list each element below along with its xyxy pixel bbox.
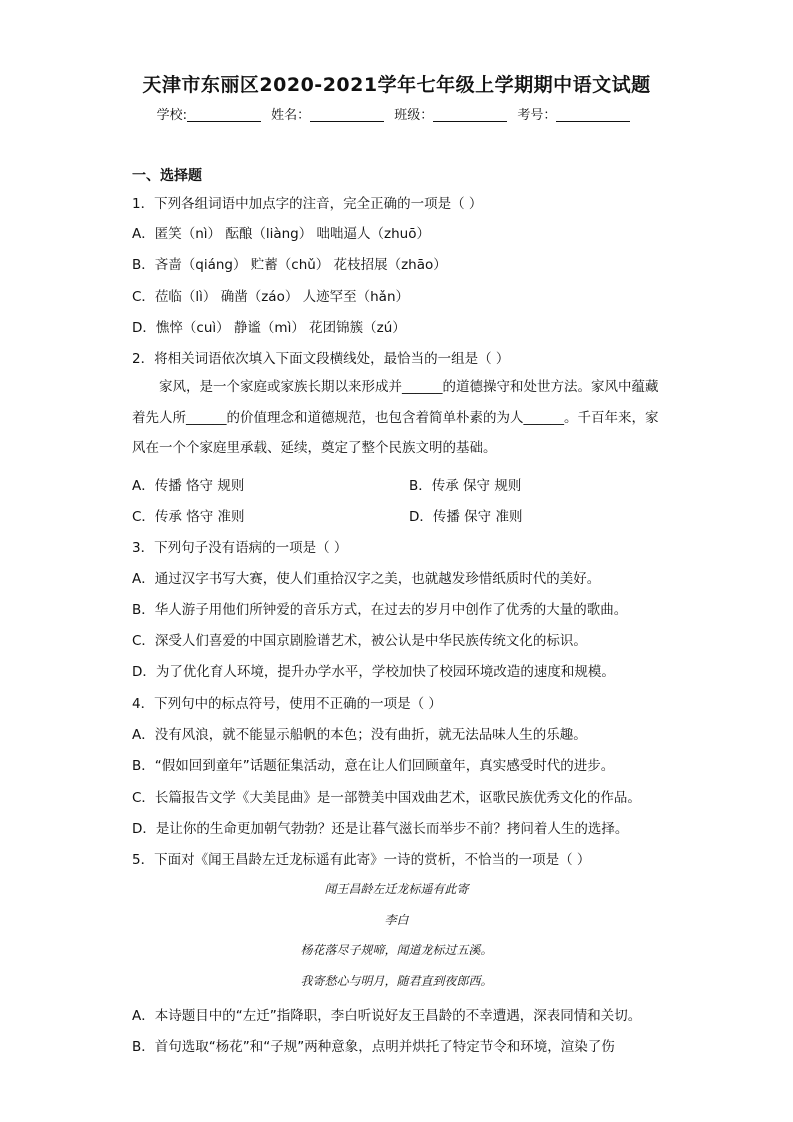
question-4-option-c: C．长篇报告文学《大美昆曲》是一部赞美中国戏曲艺术，讴歌民族优秀文化的作品。: [132, 790, 641, 806]
poem-line-1: 杨花落尽子规啼，闻道龙标过五溪。: [300, 943, 493, 957]
question-5-stem: 5．下面对《闻王昌龄左迁龙标遥有此寄》一诗的赏析，不恰当的一项是（ ）: [132, 852, 591, 868]
section-heading: 一、选择题: [132, 168, 202, 184]
question-4-option-a: A．没有风浪，就不能显示船帆的本色；没有曲折，就无法品味人生的乐趣。: [132, 727, 587, 743]
class-label: 班级：: [394, 108, 434, 123]
question-3-option-b: B．华人游子用他们所钟爱的音乐方式，在过去的岁月中创作了优秀的大量的歌曲。: [132, 602, 628, 618]
question-3-option-d: D．为了优化育人环境，提升办学水平，学校加快了校园环境改造的速度和规模。: [132, 664, 615, 680]
student-info-row: [0, 104, 793, 123]
question-1-option-b: B．吝啬（qiáng） 贮蓄（chǔ） 花枝招展（zhāo）: [132, 257, 447, 273]
question-2-option-c: C．传承 恪守 准则: [132, 509, 245, 525]
question-4-option-b: B．“假如回到童年”话题征集活动，意在让人们回顾童年，真实感受时代的进步。: [132, 758, 615, 774]
name-blank[interactable]: [310, 107, 384, 122]
poem-line-2: 我寄愁心与明月，随君直到夜郎西。: [300, 974, 493, 988]
question-1-option-a: A．匿笑（nì） 酝酿（liàng） 咄咄逼人（zhuō）: [132, 226, 430, 242]
poem-author: 李白: [384, 913, 409, 927]
question-5-option-a: A．本诗题目中的“左迁”指降职，李白听说好友王昌龄的不幸遭遇，深表同情和关切。: [132, 1008, 642, 1024]
question-2-option-a: A．传播 恪守 规则: [132, 478, 245, 494]
question-2-passage: [132, 372, 662, 464]
exam-title: 天津市东丽区2020-2021学年七年级上学期期中语文试题: [142, 74, 651, 96]
question-4-option-d: D．是让你的生命更加朝气勃勃？还是让暮气滋长而举步不前？拷问着人生的选择。: [132, 821, 629, 837]
school-label: 学校:: [156, 108, 187, 123]
question-5-option-b: B．首句选取“杨花”和“子规”两种意象，点明并烘托了特定节令和环境，渲染了伤: [132, 1039, 615, 1055]
question-3-option-c: C．深受人们喜爱的中国京剧脸谱艺术，被公认是中华民族传统文化的标识。: [132, 633, 587, 649]
poem-title: 闻王昌龄左迁龙标遥有此寄: [324, 882, 469, 896]
question-2-stem: 2．将相关词语依次填入下面文段横线处，最恰当的一组是（ ）: [132, 351, 510, 367]
passage-text: 家风，是一个家庭或家族长期以来形成并______的道德操守和处世方法。家风中蕴藏着先人所______的价值理念和道德规范，也包含着简单朴素的为人______。千百年来，家风在一个个家庭里承载、延续，奠定了整个民族文明的基础。: [132, 379, 659, 456]
question-2-option-b: B．传承 保守 规则: [409, 478, 522, 494]
name-label: 姓名：: [271, 108, 311, 123]
question-1-option-d: D．憔悴（cuì） 静谧（mì） 花团锦簇（zú）: [132, 320, 406, 336]
class-blank[interactable]: [433, 107, 507, 122]
question-3-stem: 3．下列句子没有语病的一项是（ ）: [132, 540, 348, 556]
number-blank[interactable]: [556, 107, 630, 122]
question-4-stem: 4．下列句中的标点符号，使用不正确的一项是（ ）: [132, 696, 442, 712]
question-2-option-d: D．传播 保守 准则: [409, 509, 523, 525]
question-3-option-a: A．通过汉字书写大赛，使人们重拾汉字之美，也就越发珍惜纸质时代的美好。: [132, 571, 601, 587]
number-label: 考号：: [517, 108, 557, 123]
question-1-stem: 1．下列各组词语中加点字的注音，完全正确的一项是（ ）: [132, 196, 483, 212]
question-1-option-c: C．莅临（lì） 确凿（záo） 人迹罕至（hǎn）: [132, 289, 410, 305]
school-blank[interactable]: [187, 107, 261, 122]
